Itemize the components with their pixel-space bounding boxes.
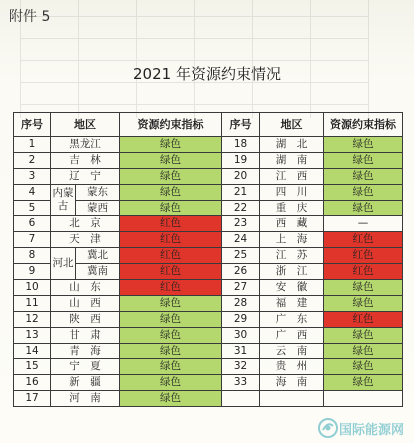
resource-constraint-table xyxy=(13,112,403,407)
seq-cell-right: 19 xyxy=(222,152,260,168)
page-title: 2021 年资源约束情况 xyxy=(133,65,281,83)
region-cell-right: 重 庆 xyxy=(260,200,324,216)
status-cell-right: 绿色 xyxy=(324,343,403,359)
status-cell-right: 红色 xyxy=(324,264,403,280)
watermark xyxy=(317,417,404,439)
group-label-part: 古 xyxy=(57,200,69,213)
seq-cell-right: 20 xyxy=(222,168,260,184)
table-row xyxy=(14,216,403,232)
region-cell: 青 海 xyxy=(51,343,120,359)
status-cell: 绿色 xyxy=(120,391,222,407)
status-cell: 红色 xyxy=(120,216,222,232)
region-cell-right: 浙 江 xyxy=(260,264,324,280)
status-cell-right: 绿色 xyxy=(324,137,403,153)
seq-cell: 17 xyxy=(14,391,51,407)
seq-cell-right: 32 xyxy=(222,359,260,375)
header-indicator-right: 资源约束指标 xyxy=(324,113,403,137)
attachment-label: 附件 5 xyxy=(9,9,51,25)
region-cell-right: 福 建 xyxy=(260,295,324,311)
seq-cell: 13 xyxy=(14,327,51,343)
status-cell-right xyxy=(324,391,403,407)
status-cell: 绿色 xyxy=(120,375,222,391)
table-row xyxy=(14,280,403,296)
region-cell-right: 安 徽 xyxy=(260,280,324,296)
status-cell-right: 绿色 xyxy=(324,295,403,311)
table-row xyxy=(14,137,403,153)
table-row xyxy=(14,295,403,311)
region-cell-right: 江 苏 xyxy=(260,248,324,264)
seq-cell: 14 xyxy=(14,343,51,359)
group-label-inner-mongolia xyxy=(51,184,76,216)
status-cell-right: 绿色 xyxy=(324,327,403,343)
table-row xyxy=(14,248,403,264)
region-cell: 吉 林 xyxy=(51,152,120,168)
status-cell-right: 绿色 xyxy=(324,359,403,375)
status-cell: 绿色 xyxy=(120,200,222,216)
group-label-part: 内蒙 xyxy=(52,187,74,200)
table-row xyxy=(14,311,403,327)
seq-cell: 4 xyxy=(14,184,51,200)
region-cell: 山 东 xyxy=(51,280,120,296)
region-cell-right: 海 南 xyxy=(260,375,324,391)
region-cell: 陕 西 xyxy=(51,311,120,327)
region-cell-right: 湖 北 xyxy=(260,137,324,153)
seq-cell: 15 xyxy=(14,359,51,375)
status-cell: 绿色 xyxy=(120,184,222,200)
seq-cell-right: 28 xyxy=(222,295,260,311)
status-cell: 绿色 xyxy=(120,168,222,184)
status-cell: 绿色 xyxy=(120,327,222,343)
seq-cell-right: 22 xyxy=(222,200,260,216)
status-cell-right: 红色 xyxy=(324,248,403,264)
watermark-text: 国际能源网 xyxy=(338,422,404,438)
table-row xyxy=(14,391,403,407)
seq-cell: 11 xyxy=(14,295,51,311)
region-cell-right: 湖 南 xyxy=(260,152,324,168)
seq-cell: 7 xyxy=(14,232,51,248)
seq-cell: 9 xyxy=(14,264,51,280)
seq-cell: 6 xyxy=(14,216,51,232)
status-cell-right: 红色 xyxy=(324,232,403,248)
region-cell: 天 津 xyxy=(51,232,120,248)
region-cell: 冀南 xyxy=(76,264,120,280)
group-label-hebei: 河北 xyxy=(51,248,76,280)
seq-cell: 16 xyxy=(14,375,51,391)
status-cell: 绿色 xyxy=(120,152,222,168)
seq-cell: 1 xyxy=(14,137,51,153)
region-cell: 辽 宁 xyxy=(51,168,120,184)
seq-cell: 5 xyxy=(14,200,51,216)
region-cell: 新 疆 xyxy=(51,375,120,391)
status-cell-right: 红色 xyxy=(324,311,403,327)
status-cell: 绿色 xyxy=(120,359,222,375)
status-cell: 红色 xyxy=(120,232,222,248)
region-cell: 河 南 xyxy=(51,391,120,407)
region-cell: 黑龙江 xyxy=(51,137,120,153)
table-header-row xyxy=(14,113,403,137)
table-row xyxy=(14,152,403,168)
region-cell: 冀北 xyxy=(76,248,120,264)
region-cell-right: 广 东 xyxy=(260,311,324,327)
seq-cell-right: 30 xyxy=(222,327,260,343)
status-cell: 红色 xyxy=(120,248,222,264)
region-cell-right: 上 海 xyxy=(260,232,324,248)
region-cell-right xyxy=(260,391,324,407)
seq-cell-right: 29 xyxy=(222,311,260,327)
region-cell: 蒙东 xyxy=(76,184,120,200)
region-cell-right: 贵 州 xyxy=(260,359,324,375)
region-cell: 甘 肃 xyxy=(51,327,120,343)
seq-cell: 10 xyxy=(14,280,51,296)
status-cell: 红色 xyxy=(120,280,222,296)
table-row xyxy=(14,327,403,343)
status-cell-right: 绿色 xyxy=(324,280,403,296)
region-cell-right: 西 藏 xyxy=(260,216,324,232)
seq-cell: 8 xyxy=(14,248,51,264)
status-cell-right: 绿色 xyxy=(324,200,403,216)
region-cell-right: 江 西 xyxy=(260,168,324,184)
status-cell-right: — xyxy=(324,216,403,232)
region-cell-right: 广 西 xyxy=(260,327,324,343)
header-region: 地区 xyxy=(51,113,120,137)
seq-cell-right: 18 xyxy=(222,137,260,153)
table-row xyxy=(14,375,403,391)
table-row xyxy=(14,232,403,248)
bleed-through-table xyxy=(0,0,414,118)
seq-cell-right: 21 xyxy=(222,184,260,200)
region-cell: 山 西 xyxy=(51,295,120,311)
region-cell-right: 四 川 xyxy=(260,184,324,200)
status-cell-right: 绿色 xyxy=(324,184,403,200)
header-seq-right: 序号 xyxy=(222,113,260,137)
header-indicator: 资源约束指标 xyxy=(120,113,222,137)
region-cell: 蒙西 xyxy=(76,200,120,216)
status-cell-right: 绿色 xyxy=(324,152,403,168)
header-region-right: 地区 xyxy=(260,113,324,137)
region-cell: 宁 夏 xyxy=(51,359,120,375)
table-row xyxy=(14,184,403,200)
status-cell: 红色 xyxy=(120,264,222,280)
seq-cell-right: 31 xyxy=(222,343,260,359)
region-cell: 北 京 xyxy=(51,216,120,232)
table-row xyxy=(14,343,403,359)
seq-cell-right: 24 xyxy=(222,232,260,248)
status-cell: 绿色 xyxy=(120,343,222,359)
table-row xyxy=(14,168,403,184)
seq-cell: 12 xyxy=(14,311,51,327)
seq-cell-right: 27 xyxy=(222,280,260,296)
seq-cell-right: 33 xyxy=(222,375,260,391)
status-cell: 绿色 xyxy=(120,311,222,327)
status-cell: 绿色 xyxy=(120,137,222,153)
seq-cell: 3 xyxy=(14,168,51,184)
seq-cell-right: 26 xyxy=(222,264,260,280)
status-cell-right: 绿色 xyxy=(324,375,403,391)
seq-cell-right: 23 xyxy=(222,216,260,232)
energy-logo-icon xyxy=(317,417,339,439)
status-cell: 绿色 xyxy=(120,295,222,311)
header-seq: 序号 xyxy=(14,113,51,137)
seq-cell-right xyxy=(222,391,260,407)
status-cell-right: 绿色 xyxy=(324,168,403,184)
seq-cell: 2 xyxy=(14,152,51,168)
table-row xyxy=(14,359,403,375)
region-cell-right: 云 南 xyxy=(260,343,324,359)
seq-cell-right: 25 xyxy=(222,248,260,264)
